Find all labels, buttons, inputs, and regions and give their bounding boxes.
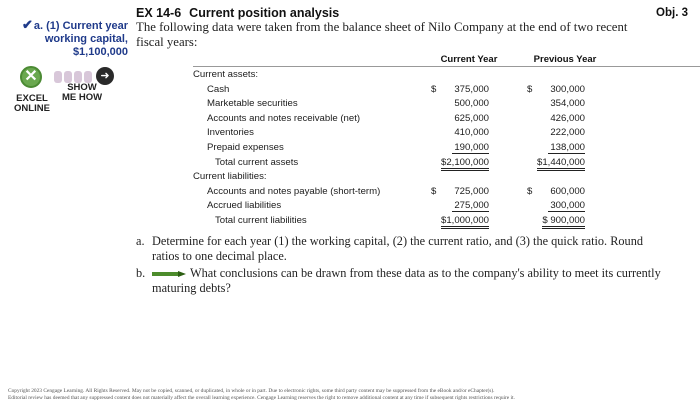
table-row: Total current assets $2,100,000 $1,440,000 [193,156,700,171]
table-row: Current assets: [193,69,259,80]
table-row: Current liabilities: [193,171,267,183]
question-a: a. Determine for each year (1) the working capital, (2) the current ratio, and (3) the quick ratio. Round ratios to one decimal place. [136,234,643,263]
table-row: Prepaid expenses 190,000 138,000 [207,141,585,153]
excel-online-button[interactable] [20,66,42,88]
table-row: Accrued liabilities 275,000 300,000 [207,200,585,212]
answer-line-2: working capital, [44,33,128,45]
answer-summary [4,18,128,59]
table-row: Accounts and notes payable (short-term) $ 725,000 $ 600,000 [207,185,585,197]
balance-sheet-table [193,68,700,229]
column-header-current-year: Current Year [440,54,498,65]
question-b: b. What conclusions can be drawn from these data as to the company's ability to meet its currently maturing debts? [136,266,661,295]
show-me-how-label[interactable]: SHOW ME HOW [61,82,103,103]
exercise-number: EX 14-6 [136,6,182,20]
copyright-footer [8,388,698,401]
exercise-heading [136,6,339,20]
pencil-icon [152,271,186,277]
excel-x-icon: ✕ [24,68,38,85]
table-row: Accounts and notes receivable (net) 625,000 426,000 [207,112,585,124]
table-row: Marketable securities 500,000 354,000 [207,98,585,110]
exercise-title: Current position analysis [189,6,340,20]
copyright-line-1: Copyright 2023 Cengage Learning. All Rights Reserved. May not be copied, scanned, or duplicated, in whole or in part. Due to electronic rights, some third party content may be suppressed from the eBook and/or eChapter(s). [8,388,495,394]
objective-label: Obj. 3 [656,7,688,19]
intro-text: The following data were taken from the balance sheet of Nilo Company at the end of two recent fiscal years: [136,20,628,49]
column-header-previous-year: Previous Year [533,54,597,65]
copyright-line-2: Editorial review has deemed that any suppressed content does not materially affect the overall learning experience. Cengage Learning reserves the right to remove additional content at any time if subsequent rights restrictions require it. [8,394,515,401]
show-me-how-film-icon[interactable] [54,70,94,82]
table-row: Cash $ 375,000 $ 300,000 [207,83,585,95]
questions [136,234,666,298]
answer-line-3: $1,100,000 [72,46,128,58]
play-arrow-icon[interactable]: ➜ [96,67,114,85]
tool-buttons [10,64,110,114]
excel-online-label[interactable]: EXCEL ONLINE [14,93,50,114]
checkmark-icon: ✔ [21,17,33,32]
table-row: Total current liabilities $1,000,000 $ 900,000 [193,214,700,229]
table-row: Inventories 410,000 222,000 [207,127,585,139]
header-rule [193,66,700,67]
answer-line-1: a. (1) Current year [33,20,128,32]
